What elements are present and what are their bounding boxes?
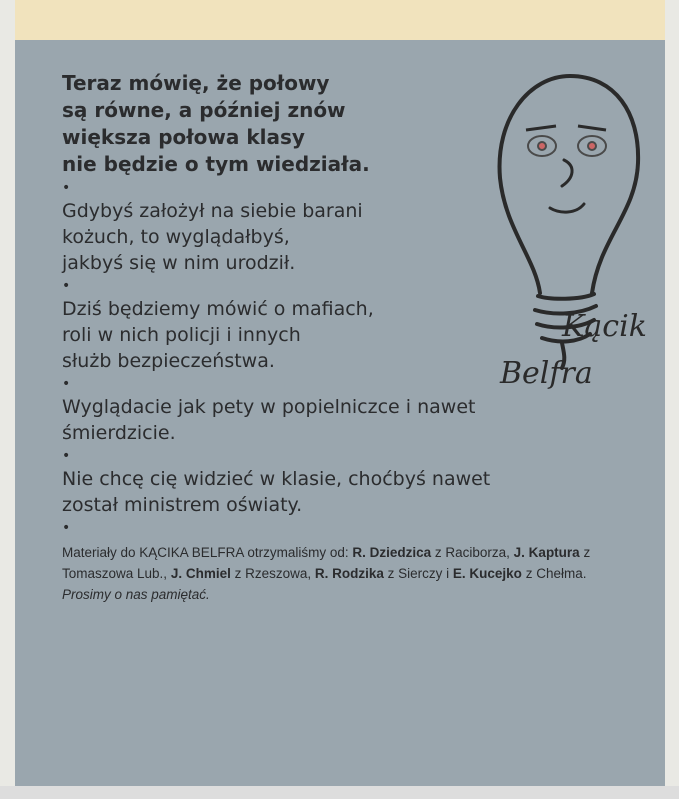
quote-3 [62, 296, 622, 374]
quote-2 [62, 198, 622, 276]
top-band [15, 0, 665, 42]
quote-line: Dziś będziemy mówić o mafiach, [62, 298, 374, 320]
bullet-separator: • [62, 376, 71, 392]
logo-kacik: Kącik [562, 309, 647, 344]
quote-line: kożuch, to wyglądałbyś, [62, 226, 290, 248]
quote-line: roli w nich policji i innych [62, 324, 301, 346]
credits-text: z Tomaszowa Lub., [62, 545, 591, 581]
credit-name: J. Chmiel [170, 566, 231, 581]
quote-line: Gdybyś założył na siebie barani [62, 200, 363, 222]
credits-text: z Rzeszowa, [230, 566, 315, 581]
quote-1 [62, 70, 622, 178]
credit-name: J. Kaptura [513, 545, 580, 560]
quote-line: nie będzie o tym wiedziała. [62, 152, 370, 176]
quote-line: Wyglądacie jak pety w popielniczce i nawet [62, 396, 476, 418]
credits-text: Materiały do KĄCIKA BELFRA otrzymaliśmy od: [62, 545, 353, 560]
bullet-separator: • [62, 278, 71, 294]
credit-name: R. Dziedzica [352, 545, 432, 560]
credits-text: z Raciborza, [431, 545, 514, 560]
credit-name: R. Rodzika [314, 566, 384, 581]
quote-line: jakbyś się w nim urodził. [62, 252, 296, 274]
page-bottom [0, 786, 679, 799]
quote-line: śmierdzicie. [62, 422, 176, 444]
quote-line: są równe, a później znów [62, 98, 346, 122]
credits-closing: Prosimy o nas pamiętać. [62, 587, 210, 602]
quote-4 [62, 394, 622, 446]
bullet-separator: • [62, 448, 71, 464]
credits-text: z Sierczy i [383, 566, 453, 581]
quote-line: Teraz mówię, że połowy [62, 71, 330, 95]
quote-5 [62, 466, 622, 518]
logo-belfra: Belfra [500, 356, 593, 391]
quotes-column [62, 70, 622, 605]
credits [62, 542, 622, 605]
bullet-separator: • [62, 180, 71, 196]
bullet-separator: • [62, 520, 71, 536]
credit-name: E. Kucejko [452, 566, 522, 581]
quote-line: służb bezpieczeństwa. [62, 350, 275, 372]
quote-line: został ministrem oświaty. [62, 494, 303, 516]
credits-text: z Chełma. [521, 566, 587, 581]
quote-line: większa połowa klasy [62, 125, 305, 149]
quote-line: Nie chcę cię widzieć w klasie, choćbyś nawet [62, 468, 491, 490]
